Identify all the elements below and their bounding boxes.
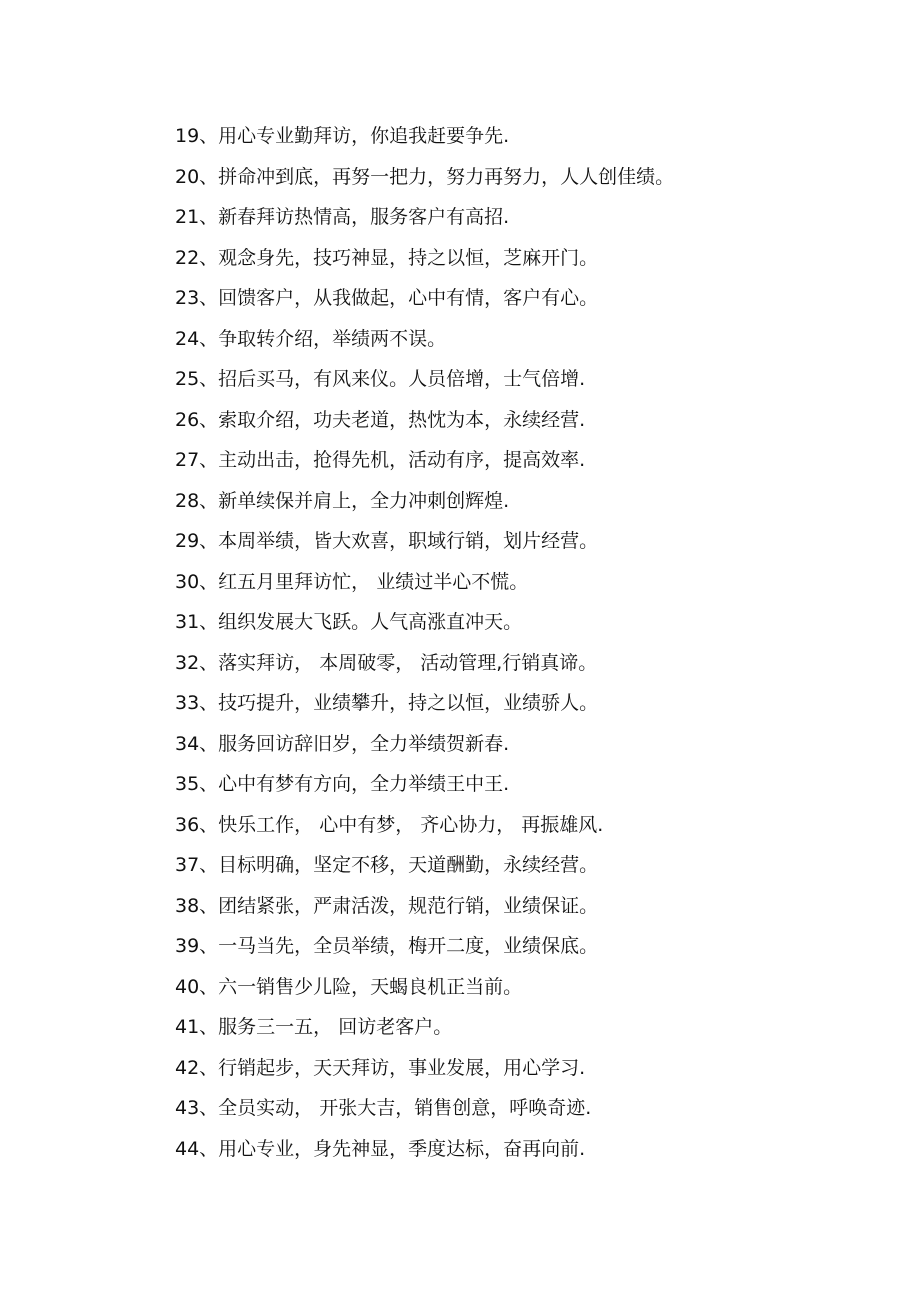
slogan-line: 23、回馈客户，从我做起，心中有情，客户有心。 [175, 287, 599, 309]
slogan-line: 37、目标明确，坚定不移，天道酬勤，永续经营。 [175, 854, 599, 876]
slogan-line: 31、组织发展大飞跃。人气高涨直冲天。 [175, 611, 523, 633]
slogan-line: 29、本周举绩，皆大欢喜，职域行销，划片经营。 [175, 530, 599, 552]
slogan-line: 25、招后买马，有风来仪。人员倍增，士气倍增. [175, 368, 586, 390]
slogan-line: 32、落实拜访， 本周破零， 活动管理,行销真谛。 [175, 651, 598, 674]
slogan-line: 40、六一销售少儿险，天蝎良机正当前。 [175, 975, 523, 998]
slogan-line: 24、争取转介绍，举绩两不误。 [175, 327, 447, 350]
slogan-line: 34、服务回访辞旧岁，全力举绩贺新春. [175, 732, 510, 755]
slogan-line: 43、全员实动， 开张大吉，销售创意，呼唤奇迹. [175, 1097, 592, 1119]
slogan-list [175, 116, 875, 1169]
slogan-line: 19、用心专业勤拜访，你追我赶要争先. [175, 125, 510, 147]
slogan-line: 28、新单续保并肩上，全力冲刺创辉煌. [175, 489, 510, 512]
slogan-line: 21、新春拜访热情高，服务客户有高招. [175, 206, 510, 228]
slogan-line: 35、心中有梦有方向，全力举绩王中王. [175, 773, 510, 795]
slogan-line: 42、行销起步，天天拜访，事业发展，用心学习. [175, 1056, 586, 1079]
slogan-line: 20、拼命冲到底，再努一把力，努力再努力，人人创佳绩。 [175, 165, 675, 188]
slogan-line: 33、技巧提升，业绩攀升，持之以恒，业绩骄人。 [175, 692, 599, 714]
slogan-line: 39、一马当先，全员举绩，梅开二度，业绩保底。 [175, 935, 599, 957]
slogan-line: 36、快乐工作， 心中有梦， 齐心协力， 再振雄风. [175, 813, 604, 836]
slogan-line: 27、主动出击，抢得先机，活动有序，提高效率. [175, 449, 586, 471]
slogan-line: 38、团结紧张，严肃活泼，规范行销，业绩保证。 [175, 894, 599, 917]
slogan-line: 30、红五月里拜访忙， 业绩过半心不慌。 [175, 570, 529, 593]
slogan-line: 26、索取介绍，功夫老道，热忱为本，永续经营. [175, 408, 586, 431]
slogan-line: 22、观念身先，技巧神显，持之以恒，芝麻开门。 [175, 246, 599, 269]
slogan-line: 41、服务三一五， 回访老客户。 [175, 1016, 453, 1038]
slogan-line: 44、用心专业，身先神显，季度达标，奋再向前. [175, 1137, 586, 1160]
